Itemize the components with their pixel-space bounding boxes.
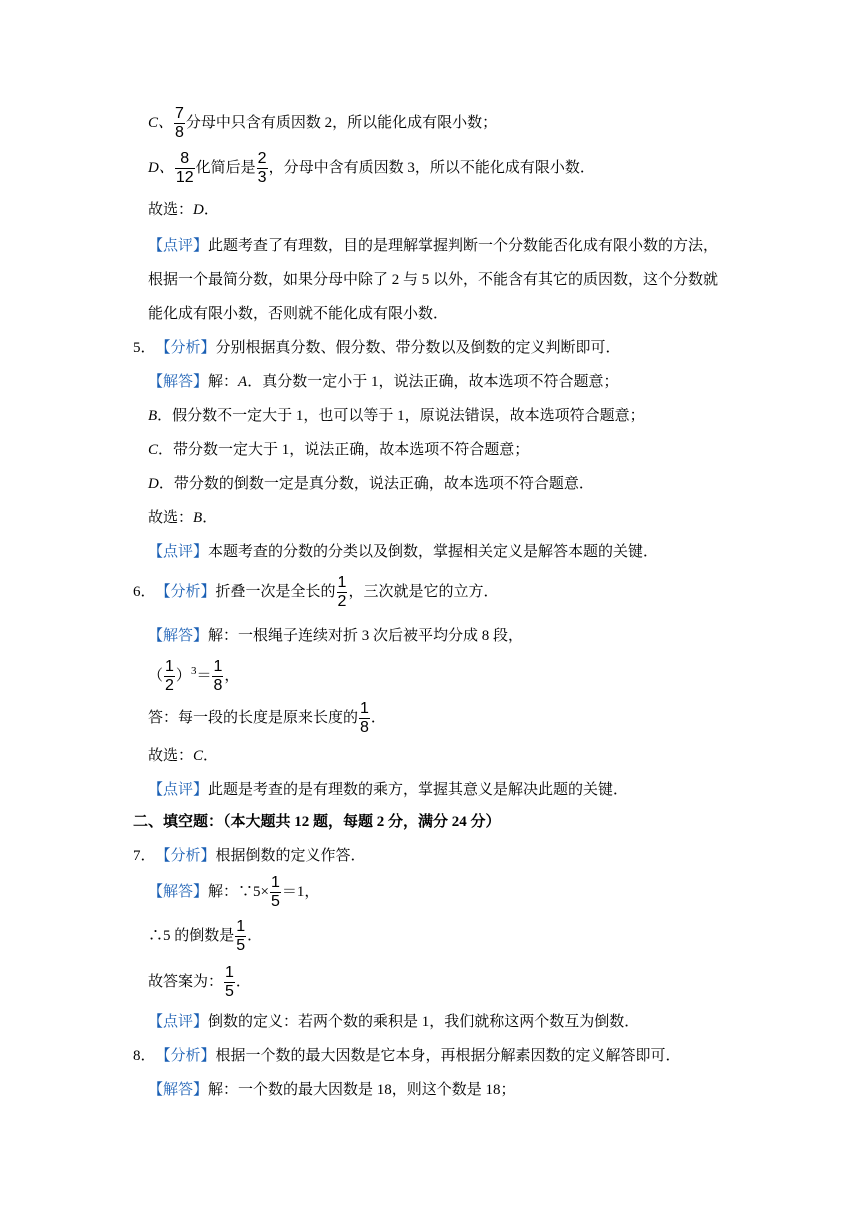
solution-b-text: ．假分数不一定大于 1，也可以等于 1，原说法错误，故本选项符合题意； (157, 408, 645, 424)
final-answer-end: ． (235, 974, 251, 990)
fraction-7-8 (174, 106, 185, 141)
denominator: 5 (225, 982, 234, 1000)
numerator: 8 (180, 149, 190, 167)
analysis-text: 折叠一次是全长的 (215, 584, 336, 600)
denominator: 3 (257, 168, 267, 186)
solution-c-text: ．带分数一定大于 1，说法正确，故本选项不符合题意； (158, 442, 530, 458)
solution-text-end: ＝1， (281, 884, 320, 900)
fraction-1-8 (359, 701, 370, 736)
denominator: 5 (270, 892, 280, 910)
q5-choose (148, 508, 217, 528)
analysis-text: 根据一个数的最大因数是它本身，再根据分解素因数的定义解答即可． (215, 1048, 681, 1064)
fraction-1-2 (337, 575, 348, 610)
q8-solution (148, 1080, 516, 1100)
question-number: 5． (133, 340, 156, 356)
line-option-d (148, 149, 595, 186)
fraction-1-5 (235, 919, 246, 954)
therefore-text: ∴5 的倒数是 (148, 928, 235, 944)
comment-tag: 【点评】 (148, 544, 209, 560)
q5-solution-d (148, 474, 594, 494)
numerator: 1 (270, 873, 280, 891)
question-number: 7． (133, 848, 156, 864)
analysis-tag: 【分析】 (155, 584, 216, 600)
q7-final-answer (148, 963, 251, 1000)
q6-choose (148, 746, 218, 766)
q6-solution (148, 626, 523, 646)
option-b-label: B (148, 408, 158, 424)
option-d-text: ，分母中含有质因数 3，所以不能化成有限小数． (268, 160, 595, 176)
option-c-label: C (148, 442, 159, 458)
comment-tag: 【点评】 (148, 238, 209, 254)
comment-text: 能化成有限小数，否则就不能化成有限小数． (148, 306, 449, 322)
comment-tag: 【点评】 (148, 782, 209, 798)
solution-text: 解：∵5× (208, 884, 269, 900)
analysis-tag: 【分析】 (155, 1048, 216, 1064)
analysis-text: 分别根据真分数、假分数、带分数以及倒数的定义判断即可． (215, 340, 621, 356)
q6-answer (148, 699, 386, 736)
solution-tag: 【解答】 (148, 374, 209, 390)
choose-answer: B (193, 510, 203, 526)
solution-tag: 【解答】 (148, 884, 209, 900)
fraction-1-5 (224, 965, 235, 1000)
q6-analysis (133, 573, 499, 610)
q5-comment (148, 542, 658, 562)
section-title: 二、填空题：（本大题共 12 题，每题 2 分，满分 24 分） (133, 814, 501, 830)
choose-end: ． (202, 510, 218, 526)
analysis-tag: 【分析】 (155, 848, 216, 864)
choose-end: ． (203, 748, 219, 764)
denominator: 5 (236, 936, 246, 954)
fraction-2-3 (257, 151, 268, 186)
q7-therefore (148, 917, 263, 954)
q6-comment (148, 780, 628, 800)
line-choose-d (148, 200, 219, 220)
numerator: 1 (225, 963, 234, 981)
numerator: 1 (165, 657, 174, 675)
exponent: 3 (190, 665, 197, 677)
choose-end: ． (203, 202, 219, 218)
denominator: 8 (175, 123, 184, 141)
q6-equation (148, 657, 240, 694)
numerator: 1 (337, 573, 347, 591)
q7-solution (148, 873, 320, 910)
q7-comment (148, 1012, 639, 1032)
q8-analysis (133, 1046, 681, 1066)
fraction-1-8 (212, 659, 223, 694)
q5-solution-c (148, 440, 529, 460)
line-comment-4 (148, 236, 718, 256)
final-answer-label: 故答案为： (148, 974, 224, 990)
section-heading (133, 812, 501, 832)
fraction-1-5 (270, 875, 281, 910)
paren-close: ） (175, 668, 191, 684)
paren-open: （ (148, 668, 164, 684)
q7-analysis (133, 846, 366, 866)
numerator: 1 (236, 917, 246, 935)
answer-text: 答：每一段的长度是原来长度的 (148, 710, 359, 726)
analysis-text: 根据倒数的定义作答． (215, 848, 366, 864)
question-number: 6． (133, 584, 156, 600)
therefore-end: ． (247, 928, 263, 944)
denominator: 2 (165, 676, 174, 694)
comment-text: 此题是考查的是有理数的乘方，掌握其意义是解决此题的关键． (208, 782, 629, 798)
solution-text: 解：一个数的最大因数是 18，则这个数是 18； (208, 1082, 516, 1098)
option-c-label: C、 (148, 115, 174, 131)
denominator: 2 (337, 592, 347, 610)
denominator: 8 (360, 718, 369, 736)
solution-tag: 【解答】 (148, 628, 209, 644)
equals-sign: ＝ (196, 668, 212, 684)
option-d-label: D、 (148, 160, 174, 176)
question-number: 8． (133, 1048, 156, 1064)
q5-solution-a (148, 372, 618, 392)
numerator: 1 (213, 657, 223, 675)
solution-a-text: ．真分数一定小于 1，说法正确，故本选项不符合题意； (247, 374, 619, 390)
option-d-label: D (148, 476, 159, 492)
choose-answer: C (193, 748, 204, 764)
option-c-text: 分母中只含有质因数 2，所以能化成有限小数； (185, 115, 498, 131)
choose-label: 故选： (148, 748, 194, 764)
solution-d-text: ．带分数的倒数一定是真分数，说法正确，故本选项不符合题意． (158, 476, 594, 492)
q5-solution-b (148, 406, 645, 426)
fraction-8-12 (175, 151, 195, 186)
choose-answer: D (193, 202, 204, 218)
comment-tag: 【点评】 (148, 1014, 209, 1030)
choose-label: 故选： (148, 202, 194, 218)
answer-end: ． (370, 710, 386, 726)
analysis-text-end: ，三次就是它的立方． (348, 584, 499, 600)
solution-prefix: 解： (208, 374, 239, 390)
comment-text: 此题考查了有理数，目的是理解掌握判断一个分数能否化成有限小数的方法， (208, 238, 719, 254)
solution-tag: 【解答】 (148, 1082, 209, 1098)
fraction-1-2 (164, 659, 175, 694)
line-option-c (148, 104, 498, 141)
numerator: 2 (257, 149, 267, 167)
line-comment-4-cont (148, 270, 718, 290)
line-comment-4-cont2 (148, 304, 448, 324)
comment-text: 本题考查的分数的分类以及倒数，掌握相关定义是解答本题的关键． (208, 544, 659, 560)
comment-text: 根据一个最简分数，如果分母中除了 2 与 5 以外，不能含有其它的质因数，这个分数就 (148, 272, 719, 288)
denominator: 8 (213, 676, 223, 694)
q5-analysis (133, 338, 621, 358)
analysis-tag: 【分析】 (155, 340, 216, 356)
numerator: 1 (360, 699, 369, 717)
choose-label: 故选： (148, 510, 194, 526)
equation-end: ， (224, 668, 240, 684)
numerator: 7 (175, 104, 184, 122)
option-d-mid: 化简后是 (195, 160, 256, 176)
denominator: 12 (175, 168, 194, 186)
solution-text: 解：一根绳子连续对折 3 次后被平均分成 8 段， (208, 628, 524, 644)
comment-text: 倒数的定义：若两个数的乘积是 1，我们就称这两个数互为倒数． (208, 1014, 640, 1030)
option-a-label: A (238, 374, 248, 390)
